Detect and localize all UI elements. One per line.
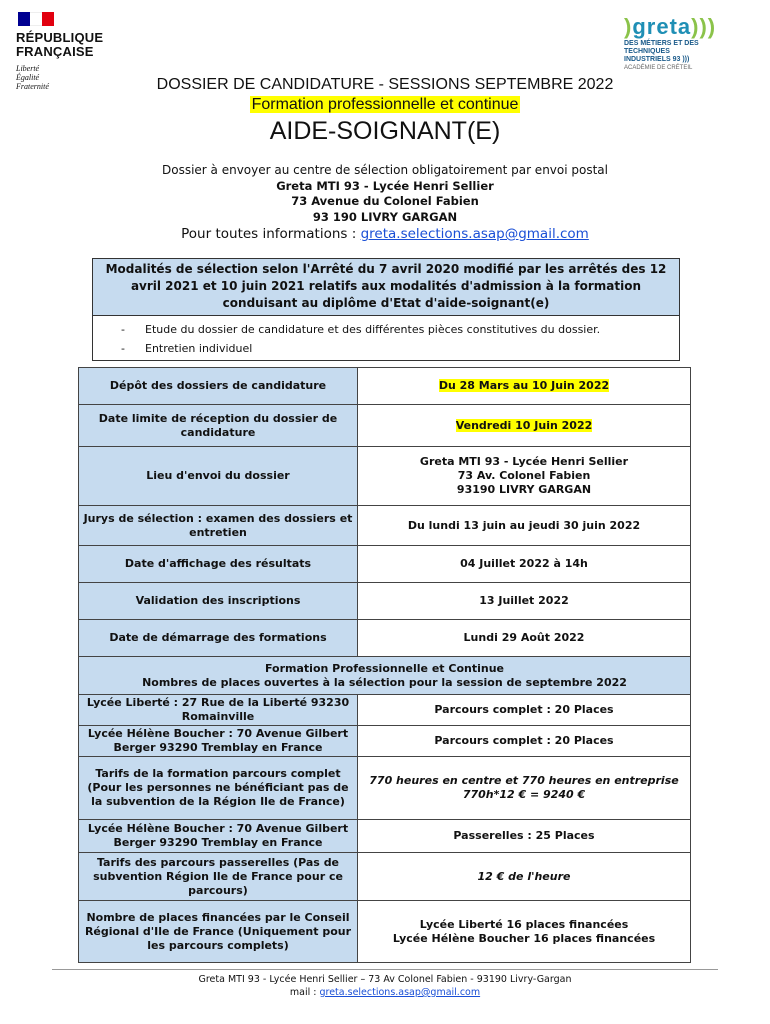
lieu-line1: Greta MTI 93 - Lycée Henri Sellier [419, 455, 629, 468]
dossier-heading: DOSSIER DE CANDIDATURE - SESSIONS SEPTEMBRE 2022 [156, 76, 614, 93]
row-value-lieu [358, 447, 691, 506]
table-row [79, 405, 691, 447]
tarif-line2: 770h*12 € = 9240 € [462, 788, 586, 801]
greta-wordmark: )greta))) [624, 14, 717, 39]
row-label-tarifs-complet: Tarifs de la formation parcours complet (Pour les personnes ne bénéficiant pas de la subvention de la Région Ile de France) [79, 757, 358, 820]
table-row [79, 820, 691, 853]
table-row [79, 620, 691, 657]
footer [0, 973, 770, 999]
table-row [79, 583, 691, 620]
lieu-line3: 93190 LIVRY GARGAN [456, 483, 592, 496]
french-flag-icon [18, 12, 54, 26]
row-label-affichage: Date d'affichage des résultats [79, 546, 358, 583]
places-heading [79, 657, 691, 695]
table-row [79, 447, 691, 506]
row-value-boucher-complet: Parcours complet : 20 Places [358, 726, 691, 757]
row-label-validation: Validation des inscriptions [79, 583, 358, 620]
table-row [79, 695, 691, 726]
rf-motto-liberte: Liberté [16, 64, 40, 73]
row-label-jurys: Jurys de sélection : examen des dossiers et entretien [79, 506, 358, 546]
table-row [79, 726, 691, 757]
row-value-date-limite [358, 405, 691, 447]
rf-title-line1: RÉPUBLIQUE [16, 30, 104, 45]
greta-logo [624, 14, 734, 72]
row-value-boucher-passerelles: Passerelles : 25 Places [358, 820, 691, 853]
row-value-tarifs-complet [358, 757, 691, 820]
highlight-dates: Du 28 Mars au 10 Juin 2022 [438, 379, 610, 392]
row-label-depot: Dépôt des dossiers de candidature [79, 368, 358, 405]
table-row [79, 657, 691, 695]
row-value-validation: 13 Juillet 2022 [358, 583, 691, 620]
list-item: - Etude du dossier de candidature et des différentes pièces constitutives du dossier. [93, 320, 679, 339]
greta-academie: ACADÉMIE DE CRÉTEIL [624, 65, 693, 71]
row-label-boucher-complet: Lycée Hélène Boucher : 70 Avenue Gilbert Berger 93290 Tremblay en France [79, 726, 358, 757]
row-value-demarrage: Lundi 29 Août 2022 [358, 620, 691, 657]
formation-highlight: Formation professionnelle et continue [251, 96, 519, 113]
financees-line2: Lycée Hélène Boucher 16 places financées [392, 931, 656, 945]
info-line [0, 227, 770, 243]
info-email-link[interactable]: greta.selections.asap@gmail.com [360, 226, 589, 242]
rf-motto-egalite: Égalité [16, 73, 40, 82]
row-label-demarrage: Date de démarrage des formations [79, 620, 358, 657]
places-heading-line1: Formation Professionnelle et Continue [264, 661, 504, 675]
row-value-places-financees [358, 901, 691, 963]
send-address-block [0, 163, 770, 243]
row-value-affichage: 04 Juillet 2022 à 14h [358, 546, 691, 583]
send-address-line2: 73 Avenue du Colonel Fabien [291, 194, 479, 208]
greta-sub1: DES MÉTIERS ET DES TECHNIQUES [624, 40, 699, 55]
row-value-depot [358, 368, 691, 405]
greta-word: greta [632, 14, 692, 39]
table-row [79, 901, 691, 963]
row-label-lieu: Lieu d'envoi du dossier [79, 447, 358, 506]
modalites-list [93, 316, 679, 360]
footer-mail-prefix: mail : [289, 987, 320, 998]
table-row [79, 853, 691, 901]
places-heading-line2: Nombres de places ouvertes à la sélection pour la session de septembre 2022 [142, 675, 627, 689]
lieu-line2: 73 Av. Colonel Fabien [457, 469, 591, 482]
table-row [79, 506, 691, 546]
schedule-table [78, 367, 691, 963]
page-title: AIDE-SOIGNANT(E) [269, 117, 501, 145]
list-item: - Entretien individuel [93, 339, 679, 358]
row-value-tarifs-passerelles: 12 € de l'heure [358, 853, 691, 901]
footer-address: Greta MTI 93 - Lycée Henri Sellier – 73 Av Colonel Fabien - 93190 Livry-Gargan [198, 974, 572, 985]
greta-sub2: INDUSTRIELS 93 ))) [624, 56, 690, 63]
row-label-date-limite: Date limite de réception du dossier de candidature [79, 405, 358, 447]
formation-heading [0, 96, 770, 114]
table-row [79, 546, 691, 583]
footer-divider [52, 969, 718, 970]
footer-email-link[interactable]: greta.selections.asap@gmail.com [319, 987, 481, 998]
row-label-tarifs-passerelles: Tarifs des parcours passerelles (Pas de subvention Région Ile de France pour ce parcours) [79, 853, 358, 901]
footer-mail [0, 986, 770, 999]
info-prefix: Pour toutes informations : [181, 226, 361, 242]
rf-title [16, 31, 116, 59]
rf-motto-fraternite: Fraternité [16, 82, 49, 91]
row-label-liberte: Lycée Liberté : 27 Rue de la Liberté 93230 Romainville [79, 695, 358, 726]
send-address-line3: 93 190 LIVRY GARGAN [312, 209, 458, 224]
row-label-boucher-passerelles: Lycée Hélène Boucher : 70 Avenue Gilbert Berger 93290 Tremblay en France [79, 820, 358, 853]
table-row [79, 368, 691, 405]
send-instruction: Dossier à envoyer au centre de sélection obligatoirement par envoi postal [161, 163, 608, 177]
modalites-heading: Modalités de sélection selon l'Arrêté du 7 avril 2020 modifié par les arrêtés des 12 avril 2021 et 10 juin 2021 relatifs aux modalités d'admission à la formation conduisant au diplôme d'Etat d'aide-soignant(e) [93, 259, 679, 316]
highlight-deadline: Vendredi 10 Juin 2022 [455, 418, 593, 432]
row-value-liberte: Parcours complet : 20 Places [358, 695, 691, 726]
tarif-line1: 770 heures en centre et 770 heures en entreprise [369, 774, 679, 787]
row-value-jurys: Du lundi 13 juin au jeudi 30 juin 2022 [358, 506, 691, 546]
financees-line1: Lycée Liberté 16 places financées [419, 917, 629, 931]
row-label-places-financees: Nombre de places financées par le Conseil Régional d'Ile de France (Uniquement pour les parcours complets) [79, 901, 358, 963]
table-row [79, 757, 691, 820]
send-address-line1: Greta MTI 93 - Lycée Henri Sellier [276, 178, 494, 193]
rf-title-line2: FRANÇAISE [16, 44, 94, 59]
modalites-box [92, 258, 680, 361]
